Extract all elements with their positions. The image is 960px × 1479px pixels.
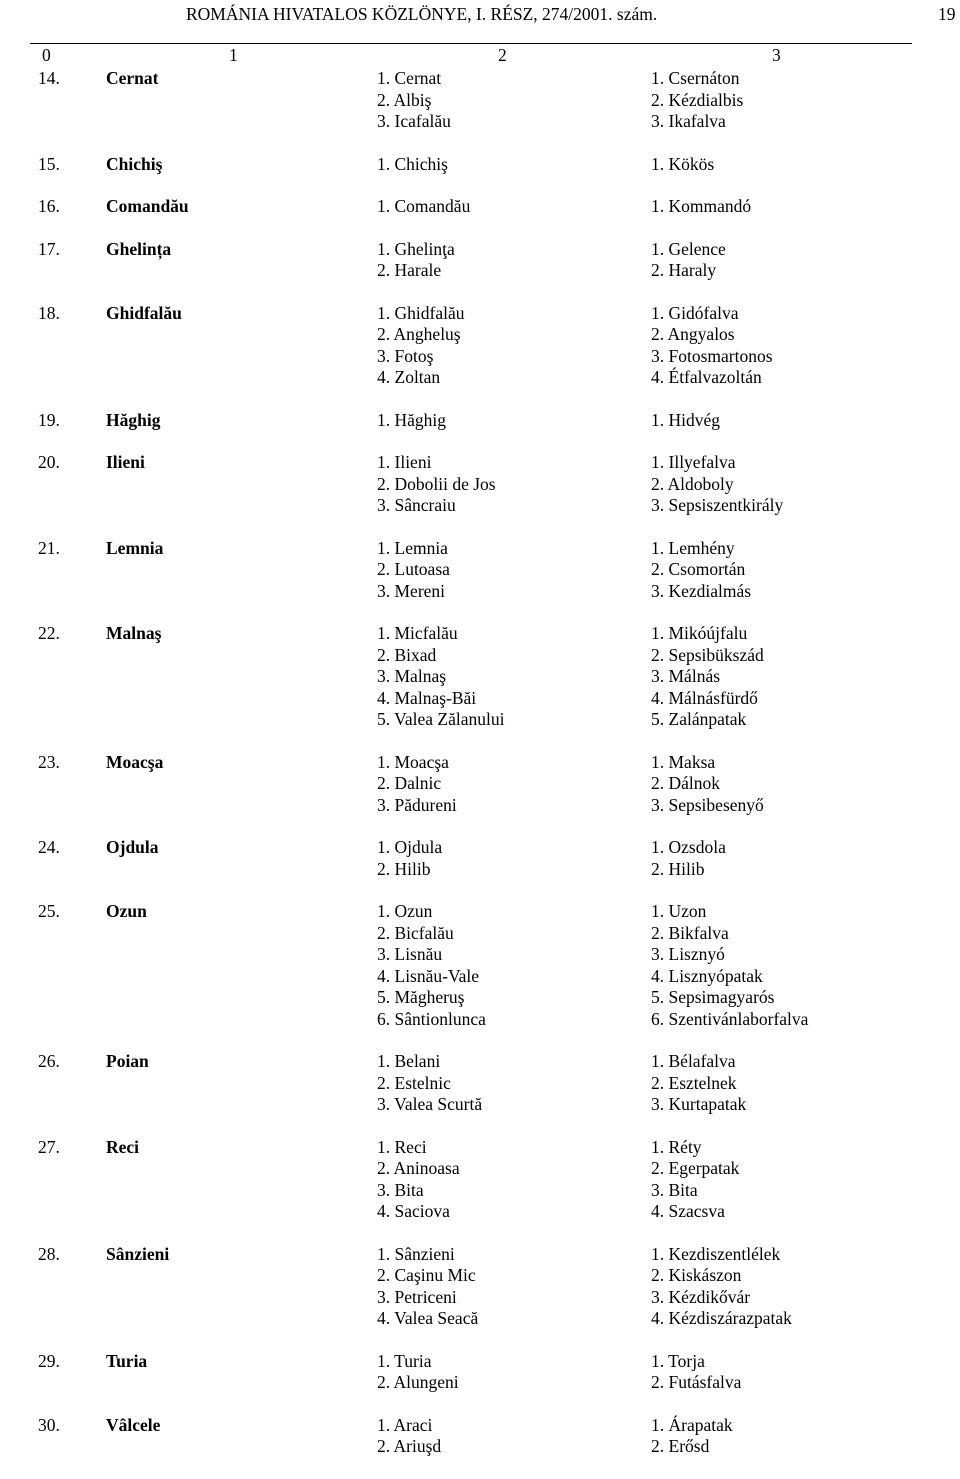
table-row: [0, 538, 960, 603]
village-name-ro: 1. Micfalău: [377, 623, 458, 643]
romanian-villages: [377, 196, 647, 218]
village-name-hu: 2. Bikfalva: [651, 922, 729, 943]
village-name-ro: 1. Moacşa: [377, 751, 449, 772]
commune-name: Sânzieni: [106, 1243, 170, 1264]
village-name-ro: 4. Zoltan: [377, 367, 441, 387]
commune-name: Ilieni: [106, 452, 145, 472]
row-number: 30.: [38, 1414, 60, 1435]
commune-name: Ghidfalău: [106, 302, 182, 323]
commune-name: Lemnia: [106, 537, 164, 558]
village-name-hu: 4. Étfalvazoltán: [651, 367, 762, 387]
village-name-ro: 1. Belani: [377, 1051, 441, 1071]
village-name-hu: 5. Zalánpatak: [651, 709, 747, 729]
commune-name: Chichiş: [106, 153, 163, 174]
village-name-hu: 1. Torja: [651, 1350, 705, 1371]
row-number: 27.: [38, 1136, 60, 1157]
table-row: [0, 239, 960, 282]
village-name-hu: 2. Kézdialbis: [651, 89, 744, 110]
village-name-hu: 1. Gelence: [651, 238, 726, 259]
village-name-hu: 1. Hidvég: [651, 409, 721, 430]
column-header-0: 0: [42, 45, 51, 65]
hungarian-villages: [651, 1244, 792, 1330]
village-name-hu: 2. Aldoboly: [651, 473, 734, 494]
village-name-ro: 3. Bita: [377, 1179, 424, 1200]
table-row: [0, 837, 960, 880]
table-row: [0, 1415, 960, 1458]
romanian-villages: [377, 1137, 647, 1223]
row-number: 16.: [38, 196, 60, 216]
village-name-ro: 2. Caşinu Mic: [377, 1265, 476, 1285]
village-name-hu: 2. Futásfalva: [651, 1372, 742, 1392]
village-name-ro: 2. Lutoasa: [377, 559, 450, 579]
village-name-ro: 5. Măgheruş: [377, 987, 465, 1007]
table-row: [0, 68, 960, 133]
row-number: 26.: [38, 1051, 60, 1071]
village-name-hu: 6. Szentivánlaborfalva: [651, 1008, 809, 1029]
village-name-hu: 1. Uzon: [651, 901, 707, 921]
village-name-ro: 3. Sâncraiu: [377, 495, 456, 515]
village-name-hu: 2. Esztelnek: [651, 1072, 737, 1093]
commune-name: Ojdula: [106, 837, 159, 857]
village-name-hu: 3. Málnás: [651, 666, 721, 686]
village-name-ro: 1. Chichiş: [377, 153, 448, 174]
village-name-hu: 3. Kezdialmás: [651, 580, 752, 601]
commune-name: Cernat: [106, 68, 159, 88]
village-name-ro: 2. Estelnic: [377, 1072, 451, 1093]
commune-name: Malnaş: [106, 623, 162, 643]
village-name-ro: 1. Ghidfalău: [377, 302, 465, 323]
table-row: [0, 1137, 960, 1223]
village-name-ro: 1. Ozun: [377, 901, 433, 921]
village-name-ro: 1. Sânzieni: [377, 1243, 455, 1264]
village-name-hu: 2. Kiskászon: [651, 1265, 742, 1285]
hungarian-villages: [651, 1351, 741, 1394]
village-name-ro: 4. Lisnău-Vale: [377, 965, 480, 986]
romanian-villages: [377, 303, 647, 389]
village-name-hu: 2. Erősd: [651, 1436, 710, 1456]
commune-name: Reci: [106, 1136, 140, 1157]
village-name-ro: 1. Ghelinţa: [377, 238, 455, 259]
village-name-hu: 1. Illyefalva: [651, 452, 736, 472]
romanian-villages: [377, 901, 647, 1030]
village-name-hu: 4. Lisznyópatak: [651, 965, 763, 986]
row-number: 20.: [38, 452, 60, 472]
row-number: 21.: [38, 537, 60, 558]
hungarian-villages: [651, 901, 808, 1030]
romanian-villages: [377, 538, 647, 603]
village-name-ro: 2. Angheluş: [377, 324, 461, 344]
hungarian-villages: [651, 410, 720, 432]
romanian-villages: [377, 837, 647, 880]
hungarian-villages: [651, 303, 773, 389]
hungarian-villages: [651, 538, 751, 603]
hungarian-villages: [651, 239, 726, 282]
village-name-hu: 1. Réty: [651, 1136, 702, 1157]
romanian-villages: [377, 1415, 647, 1458]
village-name-ro: 2. Bixad: [377, 644, 437, 665]
table-row: [0, 1244, 960, 1330]
village-name-hu: 1. Mikóújfalu: [651, 623, 748, 643]
village-name-ro: 3. Lisnău: [377, 944, 443, 964]
village-name-ro: 4. Valea Seacă: [377, 1308, 479, 1328]
table-row: [0, 410, 960, 432]
row-number: 28.: [38, 1243, 60, 1264]
commune-name: Ghelința: [106, 238, 172, 259]
village-name-hu: 4. Kézdiszárazpatak: [651, 1308, 792, 1328]
romanian-villages: [377, 623, 647, 731]
romanian-villages: [377, 1051, 647, 1116]
village-name-hu: 2. Sepsibükszád: [651, 644, 764, 665]
commune-table: [0, 68, 960, 1479]
village-name-ro: 1. Comandău: [377, 196, 471, 216]
village-name-ro: 1. Araci: [377, 1414, 433, 1435]
table-row: [0, 623, 960, 731]
row-number: 14.: [38, 68, 60, 88]
village-name-ro: 2. Ariuşd: [377, 1436, 442, 1456]
village-name-ro: 2. Albiş: [377, 89, 432, 110]
village-name-hu: 3. Bita: [651, 1179, 698, 1200]
village-name-ro: 1. Turia: [377, 1350, 432, 1371]
village-name-ro: 2. Dobolii de Jos: [377, 473, 496, 494]
row-number: 23.: [38, 751, 60, 772]
table-row: [0, 452, 960, 517]
village-name-hu: 1. Árapatak: [651, 1414, 733, 1435]
row-number: 18.: [38, 302, 60, 323]
column-header-3: 3: [772, 45, 781, 65]
village-name-hu: 1. Maksa: [651, 751, 716, 772]
village-name-ro: 3. Mereni: [377, 580, 446, 601]
village-name-ro: 3. Malnaş: [377, 666, 447, 686]
village-name-hu: 1. Kezdiszentlélek: [651, 1243, 781, 1264]
table-row: [0, 154, 960, 176]
village-name-hu: 4. Málnásfürdő: [651, 687, 758, 708]
village-name-ro: 6. Sântionlunca: [377, 1008, 486, 1029]
publication-title: ROMÁNIA HIVATALOS KÖZLÖNYE, I. RÉSZ, 274/2001. szám.: [186, 4, 658, 24]
table-row: [0, 1051, 960, 1116]
village-name-ro: 1. Hăghig: [377, 409, 447, 430]
village-name-ro: 2. Hilib: [377, 858, 431, 879]
village-name-hu: 2. Csomortán: [651, 559, 746, 579]
village-name-hu: 2. Dálnok: [651, 773, 721, 793]
village-name-hu: 3. Ikafalva: [651, 111, 726, 131]
row-number: 29.: [38, 1350, 60, 1371]
romanian-villages: [377, 239, 647, 282]
romanian-villages: [377, 752, 647, 817]
village-name-ro: 4. Malnaş-Băi: [377, 687, 477, 708]
village-name-hu: 1. Kökös: [651, 153, 715, 174]
page-header: [0, 4, 960, 28]
hungarian-villages: [651, 752, 764, 817]
romanian-villages: [377, 68, 647, 133]
village-name-hu: 3. Kurtapatak: [651, 1094, 747, 1114]
village-name-ro: 1. Ilieni: [377, 452, 432, 472]
column-header-row: [0, 45, 960, 67]
hungarian-villages: [651, 196, 751, 218]
hungarian-villages: [651, 623, 764, 731]
village-name-ro: 2. Bicfalău: [377, 922, 454, 943]
village-name-ro: 3. Valea Scurtă: [377, 1094, 483, 1114]
village-name-hu: 3. Kézdikővár: [651, 1286, 751, 1307]
village-name-ro: 1. Cernat: [377, 68, 442, 88]
village-name-hu: 1. Kommandó: [651, 196, 752, 216]
hungarian-villages: [651, 1137, 739, 1223]
village-name-hu: 1. Gidófalva: [651, 302, 739, 323]
village-name-ro: 3. Petriceni: [377, 1286, 457, 1307]
village-name-ro: 2. Harale: [377, 260, 442, 280]
row-number: 15.: [38, 153, 60, 174]
commune-name: Vâlcele: [106, 1414, 161, 1435]
village-name-hu: 2. Egerpatak: [651, 1158, 740, 1178]
hungarian-villages: [651, 452, 783, 517]
column-header-1: 1: [229, 45, 238, 65]
village-name-ro: 1. Reci: [377, 1136, 427, 1157]
village-name-ro: 5. Valea Zălanului: [377, 709, 505, 729]
row-number: 17.: [38, 238, 60, 259]
table-row: [0, 1351, 960, 1394]
village-name-ro: 2. Dalnic: [377, 773, 442, 793]
village-name-hu: 1. Csernáton: [651, 68, 740, 88]
romanian-villages: [377, 1244, 647, 1330]
row-number: 19.: [38, 409, 60, 430]
village-name-hu: 5. Sepsimagyarós: [651, 987, 775, 1007]
village-name-hu: 4. Szacsva: [651, 1201, 725, 1221]
row-number: 25.: [38, 901, 60, 921]
village-name-ro: 1. Lemnia: [377, 537, 448, 558]
village-name-ro: 3. Fotoş: [377, 345, 434, 366]
hungarian-villages: [651, 154, 714, 176]
romanian-villages: [377, 452, 647, 517]
table-row: [0, 303, 960, 389]
table-row: [0, 752, 960, 817]
page-number: 19: [938, 4, 956, 24]
village-name-hu: 1. Lemhény: [651, 537, 735, 558]
village-name-hu: 3. Lisznyó: [651, 944, 725, 964]
row-number: 24.: [38, 837, 60, 857]
romanian-villages: [377, 1351, 647, 1394]
village-name-hu: 2. Haraly: [651, 260, 717, 280]
village-name-ro: 1. Ojdula: [377, 837, 443, 857]
commune-name: Moacşa: [106, 751, 164, 772]
village-name-ro: 3. Icafalău: [377, 111, 451, 131]
table-row: [0, 901, 960, 1030]
village-name-hu: 3. Fotosmartonos: [651, 345, 773, 366]
header-rule: [30, 43, 912, 44]
village-name-ro: 3. Pădureni: [377, 794, 457, 815]
commune-name: Poian: [106, 1051, 149, 1071]
village-name-hu: 1. Ozsdola: [651, 837, 726, 857]
commune-name: Ozun: [106, 901, 147, 921]
village-name-hu: 2. Angyalos: [651, 324, 735, 344]
village-name-ro: 2. Aninoasa: [377, 1158, 460, 1178]
hungarian-villages: [651, 837, 726, 880]
village-name-hu: 3. Sepsiszentkirály: [651, 495, 784, 515]
table-row: [0, 196, 960, 218]
village-name-ro: 4. Saciova: [377, 1201, 450, 1221]
row-number: 22.: [38, 623, 60, 643]
column-header-2: 2: [498, 45, 507, 65]
hungarian-villages: [651, 1051, 746, 1116]
romanian-villages: [377, 154, 647, 176]
village-name-hu: 3. Sepsibesenyő: [651, 794, 764, 815]
commune-name: Comandău: [106, 196, 189, 216]
village-name-ro: 2. Alungeni: [377, 1372, 459, 1392]
romanian-villages: [377, 410, 647, 432]
hungarian-villages: [651, 68, 743, 133]
commune-name: Turia: [106, 1350, 148, 1371]
commune-name: Hăghig: [106, 409, 161, 430]
hungarian-villages: [651, 1415, 733, 1458]
village-name-hu: 2. Hilib: [651, 858, 705, 879]
village-name-hu: 1. Bélafalva: [651, 1051, 736, 1071]
